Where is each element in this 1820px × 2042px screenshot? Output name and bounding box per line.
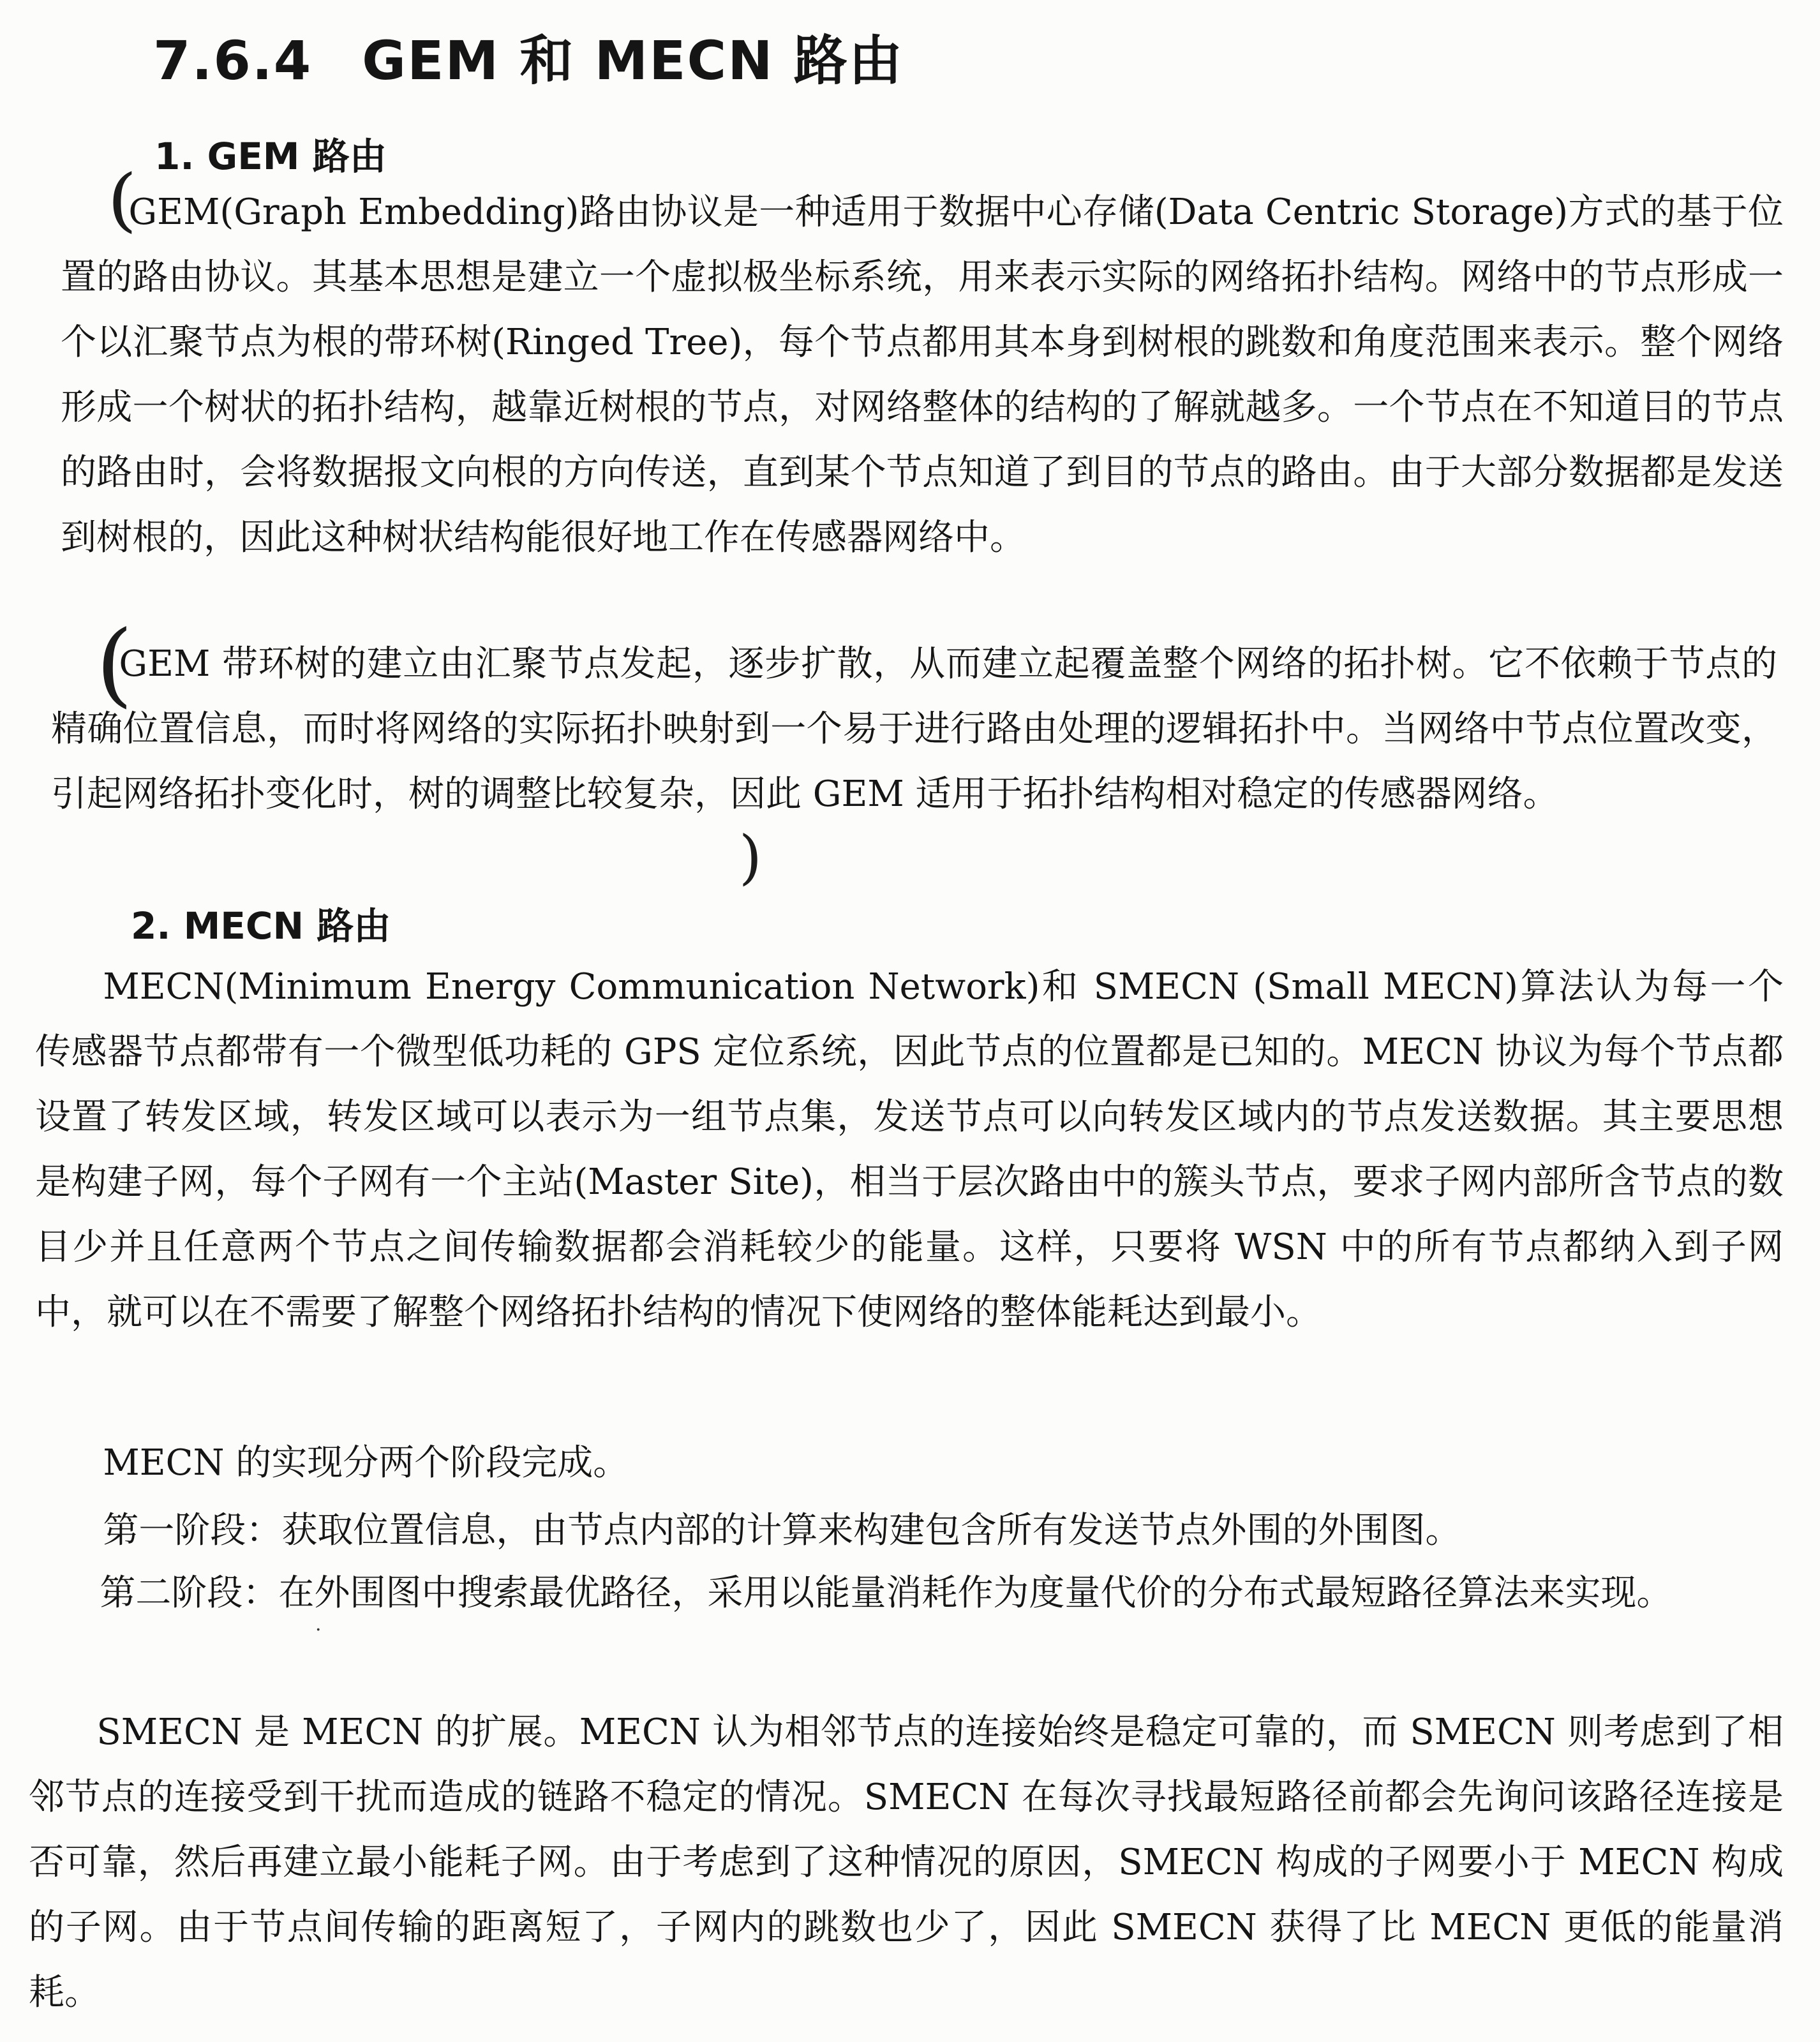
- section-number: 7.6.4: [153, 29, 313, 92]
- gem-paragraph-2: GEM 带环树的建立由汇聚节点发起，逐步扩散，从而建立起覆盖整个网络的拓扑树。它不依赖于节点的精确位置信息，而时将网络的实际拓扑映射到一个易于进行路由处理的逻辑拓扑中。当网络中节点位置改变，引起网络拓扑变化时，树的调整比较复杂，因此 GEM 适用于拓扑结构相对稳定的传感器网络。: [51, 643, 1777, 815]
- section-title: [153, 18, 904, 95]
- mecn-paragraph-1: MECN(Minimum Energy Communication Network)和 SMECN (Small MECN)算法认为每一个传感器节点都带有一个微型低功耗的 GPS 定位系统，因此节点的位置都是已知的。MECN 协议为每个节点都设置了转发区域，转发区域可以表示为一组节点集，发送节点可以向转发区域内的节点发送数据。其主要思想是构建子网，每个子网有一个主站(Master Site)，相当于层次路由中的簇头节点，要求子网内部所含节点的数目少并且任意两个节点之间传输数据都会消耗较少的能量。这样，只要将 WSN 中的所有节点都纳入到子网中，就可以在不需要了解整个网络拓扑结构的情况下使网络的整体能耗达到最小。: [35, 966, 1784, 1333]
- handwritten-open-bracket-1: (: [107, 160, 137, 241]
- gem-paragraph-1: GEM(Graph Embedding)路由协议是一种适用于数据中心存储(Data Centric Storage)方式的基于位置的路由协议。其基本思想是建立一个虚拟极坐标系统，用来表示实际的网络拓扑结构。网络中的节点形成一个以汇聚节点为根的带环树(Ringed Tree)，每个节点都用其本身到树根的跳数和角度范围来表示。整个网络形成一个树状的拓扑结构，越靠近树根的节点，对网络整体的结构的了解就越多。一个节点在不知道目的节点的路由时，会将数据报文向根的方向传送，直到某个节点知道了到目的节点的路由。由于大部分数据都是发送到树根的，因此这种树状结构能很好地工作在传感器网络中。: [61, 191, 1784, 558]
- mecn-paragraph-2: MECN 的实现分两个阶段完成。: [103, 1442, 629, 1484]
- handwritten-close-bracket: ): [739, 823, 762, 891]
- mecn-stage-1: 第一阶段：获取位置信息，由节点内部的计算来构建包含所有发送节点外围的外围图。: [103, 1510, 1461, 1551]
- stray-ink-dot: ·: [315, 1619, 322, 1641]
- mecn-stage-2: 第二阶段：在外围图中搜索最优路径，采用以能量消耗作为度量代价的分布式最短路径算法来实现。: [100, 1572, 1673, 1614]
- handwritten-open-bracket-2: (: [96, 611, 133, 717]
- smecn-paragraph: SMECN 是 MECN 的扩展。MECN 认为相邻节点的连接始终是稳定可靠的，而 SMECN 则考虑到了相邻节点的连接受到干扰而造成的链路不稳定的情况。SMECN 在每次寻找最短路径前都会先询问该路径连接是否可靠，然后再建立最小能耗子网。由于考虑到了这种情况的原因，SMECN 构成的子网要小于 MECN 构成的子网。由于节点间传输的距离短了，子网内的跳数也少了，因此 SMECN 获得了比 MECN 更低的能量消耗。: [29, 1711, 1784, 2013]
- gem-heading: 1. GEM 路由: [154, 135, 387, 178]
- section-title-text: GEM 和 MECN 路由: [362, 29, 904, 92]
- mecn-heading: 2. MECN 路由: [131, 904, 391, 948]
